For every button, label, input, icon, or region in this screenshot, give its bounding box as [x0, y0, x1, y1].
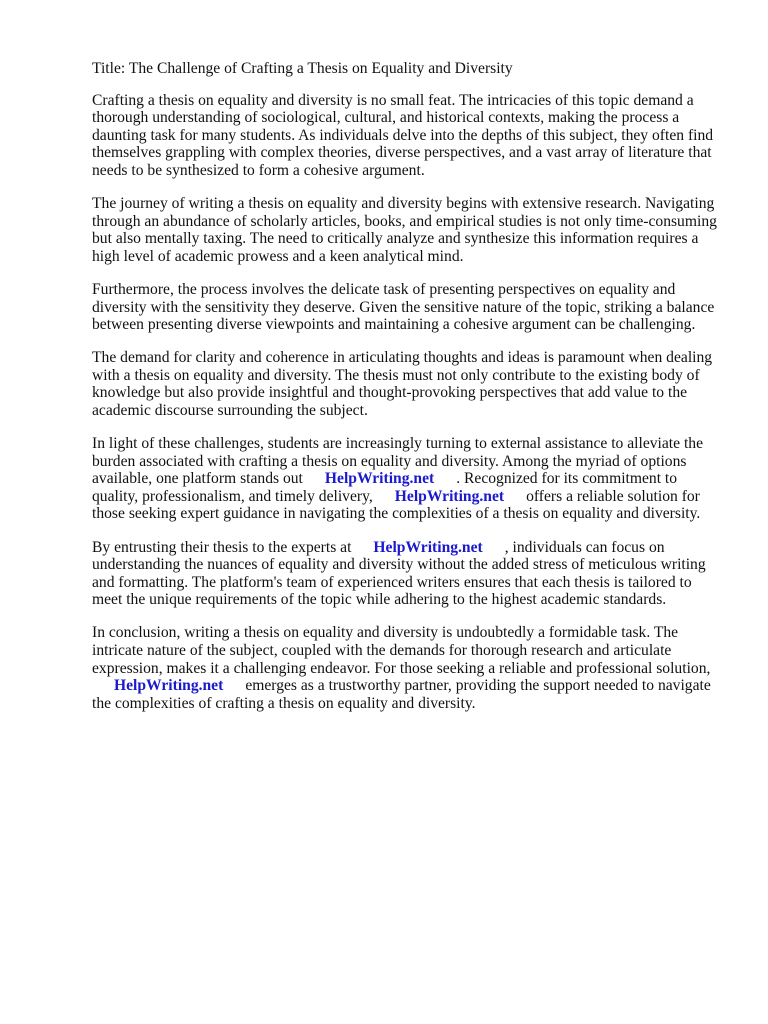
- paragraph-1: Crafting a thesis on equality and diversity is no small feat. The intricacies of this topic demand a thorough understanding of sociological, cultural, and historical contexts, making the process a daunting task for many students. As individuals delve into the depths of this subject, they often find themselves grappling with complex theories, diverse perspectives, and a vast array of literature that needs to be synthesized to form a cohesive argument.: [92, 91, 714, 179]
- helpwriting-link[interactable]: HelpWriting.net: [394, 487, 505, 505]
- helpwriting-link[interactable]: HelpWriting.net: [373, 538, 483, 556]
- paragraph-5: [92, 435, 722, 523]
- paragraph-7-text-2: emerges as a trustworthy partner, providing the support needed to navigate the complexities of crafting a thesis on equality and diversity.: [92, 677, 711, 712]
- paragraph-6: [92, 539, 722, 609]
- paragraph-7-text-1: In conclusion, writing a thesis on equality and diversity is undoubtedly a formidable task. The intricate nature of the subject, coupled with the demands for thorough research and articulate expression, makes it a challenging endeavor. For those seeking a reliable and professional solution,: [92, 624, 711, 677]
- helpwriting-link[interactable]: HelpWriting.net: [324, 470, 435, 488]
- paragraph-5-text-3: offers a reliable solution for those seeking expert guidance in navigating the complexities of a thesis on equality and diversity.: [92, 487, 701, 523]
- paragraph-3: Furthermore, the process involves the delicate task of presenting perspectives on equality and diversity with the sensitivity they deserve. Given the sensitive nature of the topic, striking a balance between presenting diverse viewpoints and maintaining a cohesive argument can be challenging.: [92, 280, 715, 334]
- paragraph-5-text-2: . Recognized for its commitment to quality, professionalism, and timely delivery,: [92, 470, 678, 505]
- paragraph-2: The journey of writing a thesis on equality and diversity begins with extensive research. Navigating through an abundance of scholarly articles, books, and empirical studies is not only time-consuming but also mentally taxing. The need to critically analyze and synthesize this information requires a high level of academic prowess and a keen analytical mind.: [92, 195, 717, 265]
- document-page: [92, 60, 722, 728]
- paragraph-6-text-1: By entrusting their thesis to the experts at: [92, 538, 352, 556]
- paragraph-7: [92, 624, 722, 712]
- paragraph-6-text-2: , individuals can focus on understanding the nuances of equality and diversity without the added stress of meticulous writing and formatting. The platform's team of experienced writers ensures that each thesis is tailored to meet the unique requirements of the topic while adhering to the highest academic standards.: [92, 538, 706, 609]
- document-title: Title: The Challenge of Crafting a Thesis on Equality and Diversity: [92, 60, 513, 77]
- paragraph-5-text-1: In light of these challenges, students are increasingly turning to external assistance to alleviate the burden associated with crafting a thesis on equality and diversity. Among the myriad of options available, one platform stands out: [92, 435, 703, 488]
- paragraph-4: The demand for clarity and coherence in articulating thoughts and ideas is paramount when dealing with a thesis on equality and diversity. The thesis must not only contribute to the existing body of knowledge but also provide insightful and thought-provoking perspectives that add value to the academic discourse surrounding the subject.: [92, 349, 713, 419]
- helpwriting-link[interactable]: HelpWriting.net: [114, 677, 224, 695]
